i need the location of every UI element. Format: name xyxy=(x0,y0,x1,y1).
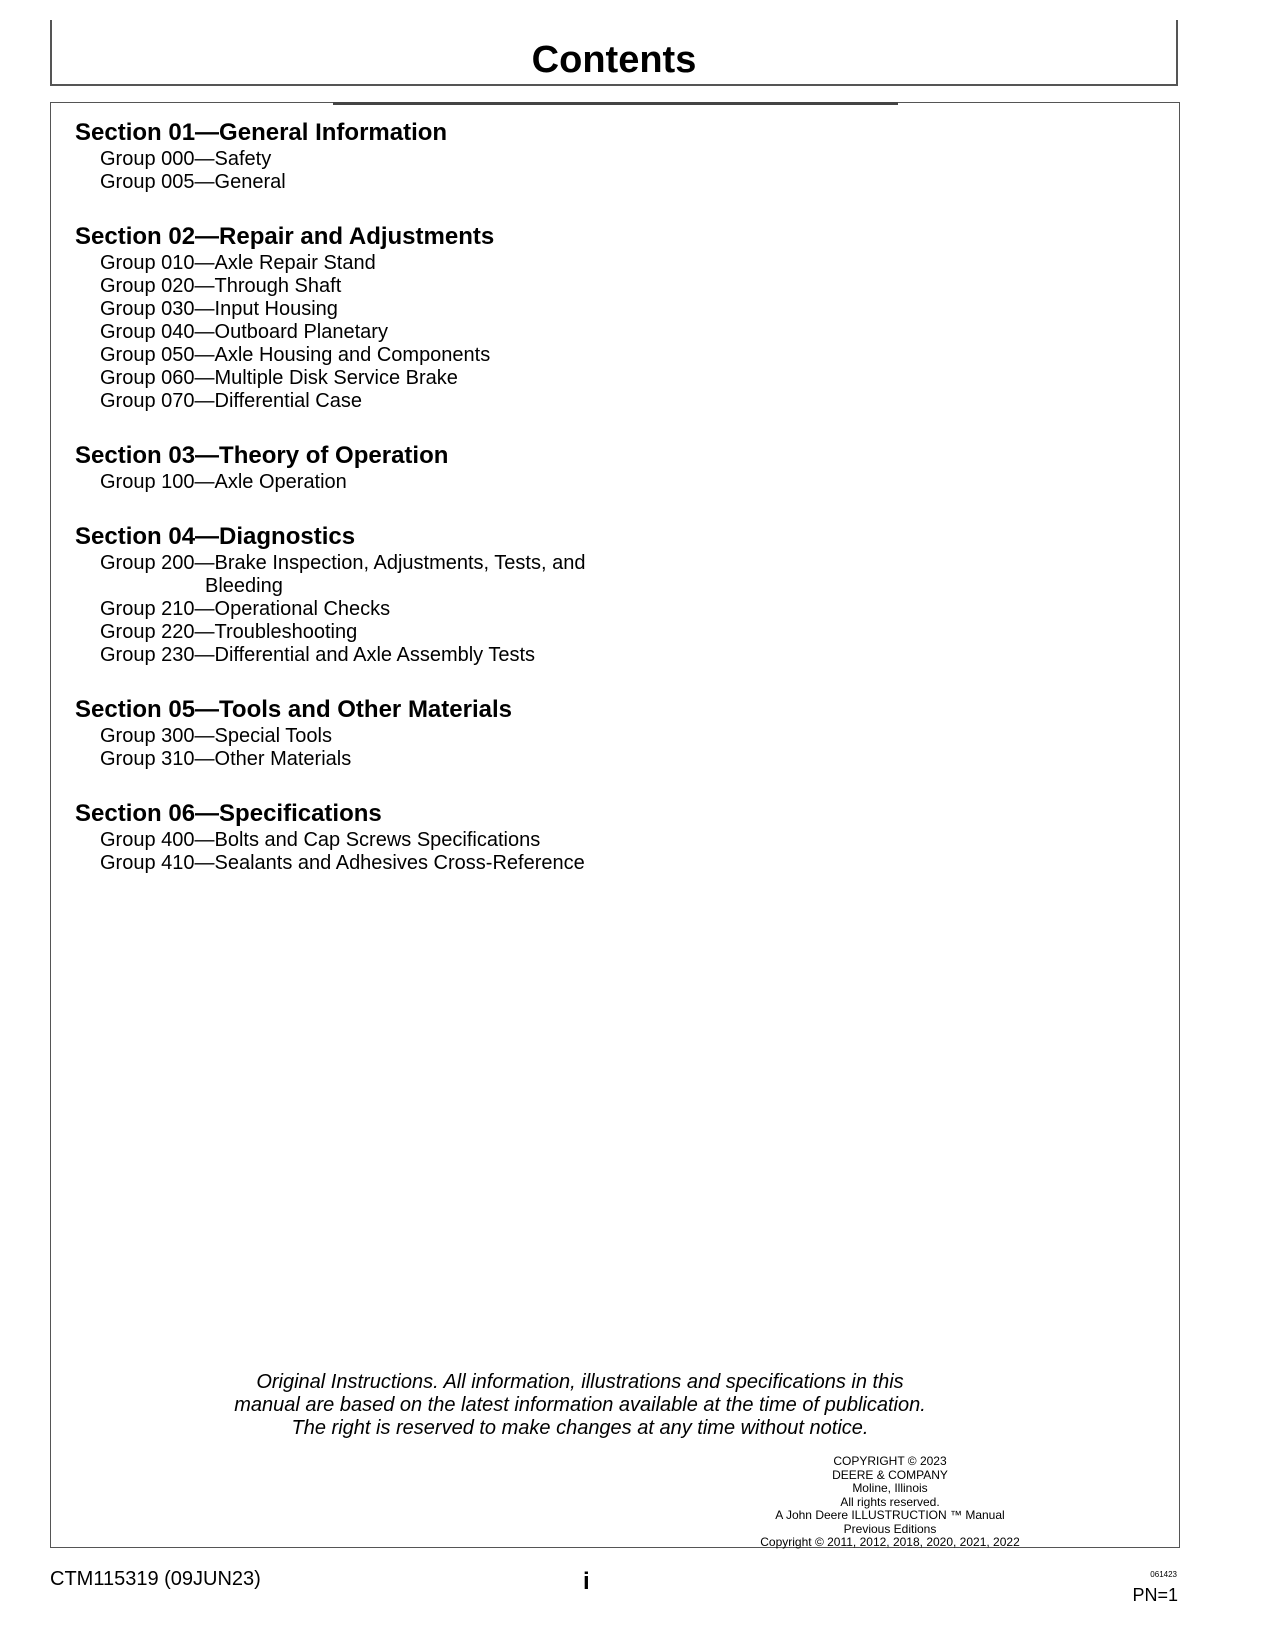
group-entry-text: Group 000—Safety xyxy=(100,148,272,170)
page-number: i xyxy=(583,1568,590,1595)
group-entry[interactable] xyxy=(75,644,695,667)
group-entry[interactable] xyxy=(75,471,695,494)
toc-section xyxy=(75,522,695,667)
group-entry-text: Group 020—Through Shaft xyxy=(100,275,342,297)
copyright-line: Previous Editions xyxy=(843,1521,937,1536)
group-entry-text: Group 300—Special Tools xyxy=(100,725,332,747)
group-entry-text: Group 005—General xyxy=(100,171,286,193)
group-entry[interactable] xyxy=(75,148,695,171)
group-entry-text: Group 030—Input Housing xyxy=(100,298,338,320)
copyright-line: Moline, Illinois xyxy=(852,1481,928,1495)
group-entry-text: Group 230—Differential and Axle Assembly Tests xyxy=(100,644,536,666)
toc-section xyxy=(75,222,695,413)
toc-section xyxy=(75,441,695,494)
page-pn: PN=1 xyxy=(1132,1585,1178,1605)
group-entry[interactable] xyxy=(75,621,695,644)
group-entry-text: Group 100—Axle Operation xyxy=(100,471,347,493)
copyright-line: Copyright © 2011, 2012, 2018, 2020, 2021, 2022 xyxy=(760,1535,1020,1549)
copyright-line: COPYRIGHT © 2023 xyxy=(833,1454,947,1468)
group-entry[interactable] xyxy=(75,852,695,875)
section-heading[interactable]: Section 02—Repair and Adjustments xyxy=(75,223,495,250)
group-entry-text: Group 200—Brake Inspection, Adjustments, Tests, and xyxy=(100,552,586,574)
group-entry[interactable] xyxy=(75,298,695,321)
notice-line: Original Instructions. All information, illustrations and specifications in this xyxy=(256,1371,904,1393)
group-entry-text: Group 010—Axle Repair Stand xyxy=(100,252,376,274)
group-entry-text: Group 070—Differential Case xyxy=(100,390,362,412)
title-frame xyxy=(50,20,1178,86)
group-entry[interactable] xyxy=(75,171,695,194)
group-entry[interactable] xyxy=(75,367,695,390)
copyright-line: A John Deere ILLUSTRUCTION ™ Manual xyxy=(775,1508,1005,1522)
group-entry[interactable] xyxy=(75,390,695,413)
toc-section xyxy=(75,118,695,194)
group-entry[interactable] xyxy=(75,552,695,598)
group-entry[interactable] xyxy=(75,344,695,367)
top-rule xyxy=(333,102,898,105)
page-title: Contents xyxy=(531,39,697,81)
group-entry[interactable] xyxy=(75,748,695,771)
group-entry-continuation: Bleeding xyxy=(205,575,283,597)
section-heading[interactable]: Section 03—Theory of Operation xyxy=(75,442,449,469)
group-entry-text: Group 050—Axle Housing and Components xyxy=(100,344,491,366)
notice-line: The right is reserved to make changes at any time without notice. xyxy=(291,1417,869,1439)
group-entry[interactable] xyxy=(75,829,695,852)
group-entry-text: Group 400—Bolts and Cap Screws Specifications xyxy=(100,829,541,851)
copyright-line: All rights reserved. xyxy=(840,1494,940,1509)
section-heading[interactable]: Section 05—Tools and Other Materials xyxy=(75,696,512,723)
section-heading[interactable]: Section 06—Specifications xyxy=(75,800,382,827)
group-entry[interactable] xyxy=(75,321,695,344)
group-entry-text: Group 220—Troubleshooting xyxy=(100,621,358,643)
document-id: CTM115319 (09JUN23) xyxy=(50,1568,261,1590)
section-heading[interactable]: Section 04—Diagnostics xyxy=(75,523,356,550)
group-entry[interactable] xyxy=(75,725,695,748)
table-of-contents xyxy=(75,118,695,903)
group-entry-text: Group 040—Outboard Planetary xyxy=(100,321,388,343)
toc-section xyxy=(75,695,695,771)
toc-section xyxy=(75,799,695,875)
notice-line: manual are based on the latest information available at the time of publication. xyxy=(234,1394,926,1416)
group-entry-text: Group 210—Operational Checks xyxy=(100,598,391,620)
group-entry-text: Group 310—Other Materials xyxy=(100,748,352,770)
group-entry[interactable] xyxy=(75,598,695,621)
group-entry[interactable] xyxy=(75,252,695,275)
group-entry[interactable] xyxy=(75,275,695,298)
group-entry-text: Group 060—Multiple Disk Service Brake xyxy=(100,367,458,389)
original-instructions-notice xyxy=(170,1371,990,1440)
copyright-line: DEERE & COMPANY xyxy=(832,1467,948,1482)
copyright-block xyxy=(725,1455,1055,1550)
section-heading[interactable]: Section 01—General Information xyxy=(75,119,448,146)
footer-code: 061423 xyxy=(1150,1570,1177,1579)
group-entry-text: Group 410—Sealants and Adhesives Cross-Reference xyxy=(100,852,585,874)
